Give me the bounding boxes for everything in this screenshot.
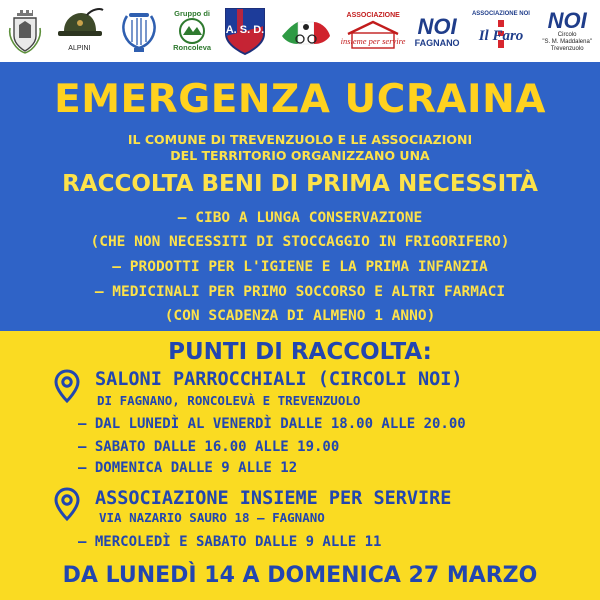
noi-fagnano-word: NOI (417, 14, 457, 39)
collection-heading: RACCOLTA BENI DI PRIMA NECESSITÀ (62, 171, 538, 197)
noi-fagnano-place: FAGNANO (414, 38, 460, 48)
location-pin-icon (54, 487, 80, 525)
gruppo-line1: Gruppo di (174, 9, 210, 18)
asd-text: A. S. D. (226, 24, 265, 36)
noi-circolo-line2: "S. M. Maddalena" (542, 38, 592, 45)
intro-line-2: DEL TERRITORIO ORGANIZZANO UNA (170, 148, 430, 163)
poster-title: EMERGENZA UCRAINA (54, 77, 546, 122)
noi-circolo-line1: Circolo (557, 31, 577, 38)
ilfaro-main: Il Faro (478, 28, 524, 44)
collection-points-title: PUNTI DI RACCOLTA: (168, 339, 432, 365)
intro-line-1: IL COMUNE DI TREVENZUOLO E LE ASSOCIAZIONI (127, 132, 473, 147)
comune-coat-of-arms-logo (8, 4, 42, 58)
music-band-lyre-logo (117, 4, 161, 58)
location-1-name: SALONI PARROCCHIALI (CIRCOLI NOI) (95, 369, 463, 390)
location-1-schedule-sunday: – DOMENICA DALLE 9 ALLE 12 (78, 460, 298, 476)
location-2-schedule: – MERCOLEDÌ E SABATO DALLE 9 ALLE 11 (78, 534, 382, 550)
location-1-schedule-weekdays: – DAL LUNEDÌ AL VENERDÌ DALLE 18.00 ALLE 20.00 (78, 416, 466, 432)
il-faro-logo (472, 4, 530, 58)
tricolore-cycling-logo (280, 4, 332, 58)
location-2-name: ASSOCIAZIONE INSIEME PER SERVIRE (95, 488, 452, 509)
noi-fagnano-logo (415, 4, 460, 58)
noi-circolo-word: NOI (547, 7, 587, 33)
asd-roncoleva-logo (223, 4, 267, 58)
location-2-address: VIA NAZARIO SAURO 18 – FAGNANO (99, 510, 325, 525)
alpini-label: ALPINI (68, 45, 91, 52)
noi-circolo-logo (542, 4, 592, 58)
alpini-logo (54, 4, 104, 58)
location-1-schedule-saturday: – SABATO DALLE 16.00 ALLE 19.00 (78, 439, 340, 455)
item-medicines: – MEDICINALI PER PRIMO SOCCORSO E ALTRI FARMACI (94, 284, 506, 300)
ilfaro-top: ASSOCIAZIONE NOI (471, 11, 530, 17)
insieme-main: insieme per servire (340, 36, 406, 46)
gruppo-roncoleva-logo (173, 4, 211, 58)
gruppo-line2: Roncoleva (173, 43, 212, 52)
collection-dates: DA LUNEDÌ 14 A DOMENICA 27 MARZO (62, 563, 538, 588)
location-1-sub: DI FAGNANO, RONCOLEVÀ E TREVENZUOLO (97, 393, 361, 408)
location-pin-icon (54, 369, 80, 407)
item-food-note: (CHE NON NECESSITI DI STOCCAGGIO IN FRIGORIFERO) (90, 234, 510, 250)
item-food: – CIBO A LUNGA CONSERVAZIONE (177, 210, 423, 226)
sponsor-logos (0, 0, 600, 62)
insieme-per-servire-logo (340, 4, 406, 58)
insieme-top: ASSOCIAZIONE (346, 12, 400, 19)
noi-circolo-line3: Trevenzuolo (550, 45, 584, 52)
item-medicines-note: (CON SCADENZA DI ALMENO 1 ANNO) (164, 308, 436, 324)
item-hygiene: – PRODOTTI PER L'IGIENE E LA PRIMA INFANZIA (112, 259, 488, 275)
